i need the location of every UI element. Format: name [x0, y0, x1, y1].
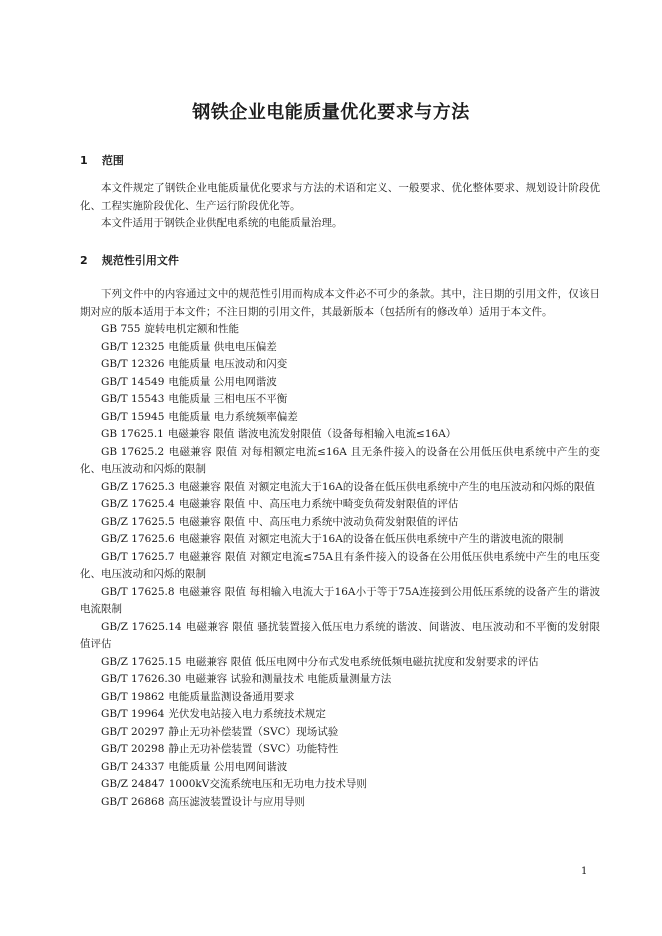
- reference-title: 电能质量 电力系统频率偏差: [168, 410, 298, 423]
- scope-body: [80, 180, 600, 233]
- reference-code: GB/T 15945: [101, 410, 165, 423]
- document-title: 钢铁企业电能质量优化要求与方法: [192, 102, 470, 123]
- reference-code: GB/Z 17625.6: [101, 533, 175, 545]
- section-heading-references: [80, 252, 179, 268]
- reference-title: 电磁兼容 限值 中、高压电力系统中畸变负荷发射限值的评估: [178, 498, 459, 510]
- reference-code: GB 17625.1: [101, 428, 164, 440]
- reference-title: 电能质量 电压波动和闪变: [168, 358, 288, 370]
- reference-item: [80, 741, 600, 759]
- reference-title: 电能质量监测设备通用要求: [168, 690, 295, 703]
- reference-title: 电磁兼容 限值 谐波电流发射限值（设备每相输入电流≤16A）: [167, 428, 457, 440]
- reference-code: GB/T 26868: [101, 795, 165, 808]
- reference-item: [80, 321, 600, 339]
- reference-item: [80, 776, 600, 794]
- reference-item: [80, 426, 600, 444]
- section-number: 1: [80, 154, 88, 167]
- reference-item: [80, 531, 600, 549]
- reference-code: GB/T 12326: [101, 358, 165, 370]
- reference-item: [80, 724, 600, 742]
- reference-title: 1000kV交流系统电压和无功电力技术导则: [168, 778, 367, 790]
- reference-title: 静止无功补偿装置（SVC）现场试验: [168, 725, 339, 738]
- reference-code: GB 755: [101, 323, 141, 335]
- reference-code: GB/Z 17625.14: [101, 620, 182, 633]
- reference-item: [80, 584, 600, 619]
- reference-code: GB 17625.2: [101, 445, 165, 458]
- scope-paragraph: 本文件规定了钢铁企业电能质量优化要求与方法的术语和定义、一般要求、优化整体要求、规划设计阶段优化、工程实施阶段优化、生产运行阶段优化等。: [80, 182, 600, 212]
- reference-item: [80, 706, 600, 724]
- reference-item: [80, 689, 600, 707]
- reference-code: GB/T 20297: [101, 725, 165, 738]
- section-number: 2: [80, 254, 88, 267]
- reference-title: 光伏发电站接入电力系统技术规定: [168, 708, 326, 720]
- reference-code: GB/T 14549: [101, 375, 165, 388]
- reference-title: 电磁兼容 限值 低压电网中分布式发电系统低频电磁抗扰度和发射要求的评估: [185, 655, 539, 668]
- reference-code: GB/T 17625.8: [101, 585, 175, 598]
- reference-item: [80, 409, 600, 427]
- reference-title: 电能质量 公用电网谐波: [168, 375, 277, 388]
- reference-title: 电磁兼容 试验和测量技术 电能质量测量方法: [185, 673, 392, 685]
- reference-title: 电磁兼容 限值 中、高压电力系统中波动负荷发射限值的评估: [178, 515, 459, 528]
- reference-code: GB/T 17626.30: [101, 673, 182, 685]
- reference-title: 电能质量 三相电压不平衡: [168, 393, 288, 405]
- section-title: 规范性引用文件: [101, 254, 179, 267]
- reference-item: [80, 496, 600, 514]
- reference-item: [80, 391, 600, 409]
- reference-item: [80, 356, 600, 374]
- reference-code: GB/T 15543: [101, 393, 165, 405]
- reference-item: [80, 374, 600, 392]
- reference-item: [80, 514, 600, 532]
- reference-item: [80, 794, 600, 812]
- reference-item: [80, 444, 600, 479]
- reference-title: 电磁兼容 限值 对额定电流大于16A的设备在低压供电系统中产生的谐波电流的限制: [178, 533, 564, 545]
- reference-code: GB/Z 17625.5: [101, 515, 175, 528]
- reference-item: [80, 339, 600, 357]
- reference-item: [80, 549, 600, 584]
- section-title: 范围: [101, 154, 124, 167]
- reference-title: 电磁兼容 限值 骚扰装置接入低压电力系统的谐波、间谐波、电压波动和不平衡的发射限值评估: [80, 620, 600, 650]
- reference-code: GB/Z 17625.15: [101, 655, 182, 668]
- reference-title: 电磁兼容 限值 每相输入电流大于16A小于等于75A连接到公用低压系统的设备产生的谐波电流限制: [80, 585, 601, 615]
- reference-code: GB/T 19964: [101, 708, 165, 720]
- reference-item: [80, 479, 600, 497]
- reference-code: GB/Z 17625.4: [101, 498, 175, 510]
- reference-item: [80, 671, 600, 689]
- reference-title: 电磁兼容 限值 对额定电流大于16A的设备在低压供电系统中产生的电压波动和闪烁的限值: [178, 480, 595, 493]
- reference-title: 静止无功补偿装置（SVC）功能特性: [168, 743, 339, 755]
- reference-code: GB/Z 24847: [101, 778, 165, 790]
- reference-code: GB/T 17625.7: [101, 550, 175, 563]
- reference-title: 电磁兼容 限值 对额定电流≤75A且有条件接入的设备在公用低压供电系统中产生的电压变化、电压波动和闪烁的限制: [80, 550, 601, 580]
- reference-title: 电能质量 供电电压偏差: [168, 340, 277, 353]
- reference-code: GB/T 20298: [101, 743, 165, 755]
- section-heading-scope: [80, 152, 124, 168]
- page-number: 1: [581, 866, 588, 877]
- reference-code: GB/T 24337: [101, 760, 165, 773]
- reference-code: GB/T 12325: [101, 340, 165, 353]
- reference-title: 电磁兼容 限值 对每相额定电流≤16A 且无条件接入的设备在公用低压供电系统中产生的变化、电压波动和闪烁的限制: [80, 445, 600, 475]
- reference-title: 高压滤波装置设计与应用导则: [168, 795, 305, 808]
- reference-item: [80, 619, 600, 654]
- reference-item: [80, 759, 600, 777]
- reference-title: 电能质量 公用电网间谐波: [168, 760, 288, 773]
- reference-title: 旋转电机定额和性能: [144, 323, 239, 335]
- references-body: [80, 286, 600, 811]
- reference-item: [80, 654, 600, 672]
- reference-code: GB/Z 17625.3: [101, 480, 175, 493]
- references-intro: 下列文件中的内容通过文中的规范性引用而构成本文件必不可少的条款。其中，注日期的引用文件，仅该日期对应的版本适用于本文件；不注日期的引用文件，其最新版本（包括所有的修改单）适用于本文件。: [80, 288, 600, 318]
- reference-code: GB/T 19862: [101, 690, 165, 703]
- scope-paragraph: 本文件适用于钢铁企业供配电系统的电能质量治理。: [101, 217, 343, 229]
